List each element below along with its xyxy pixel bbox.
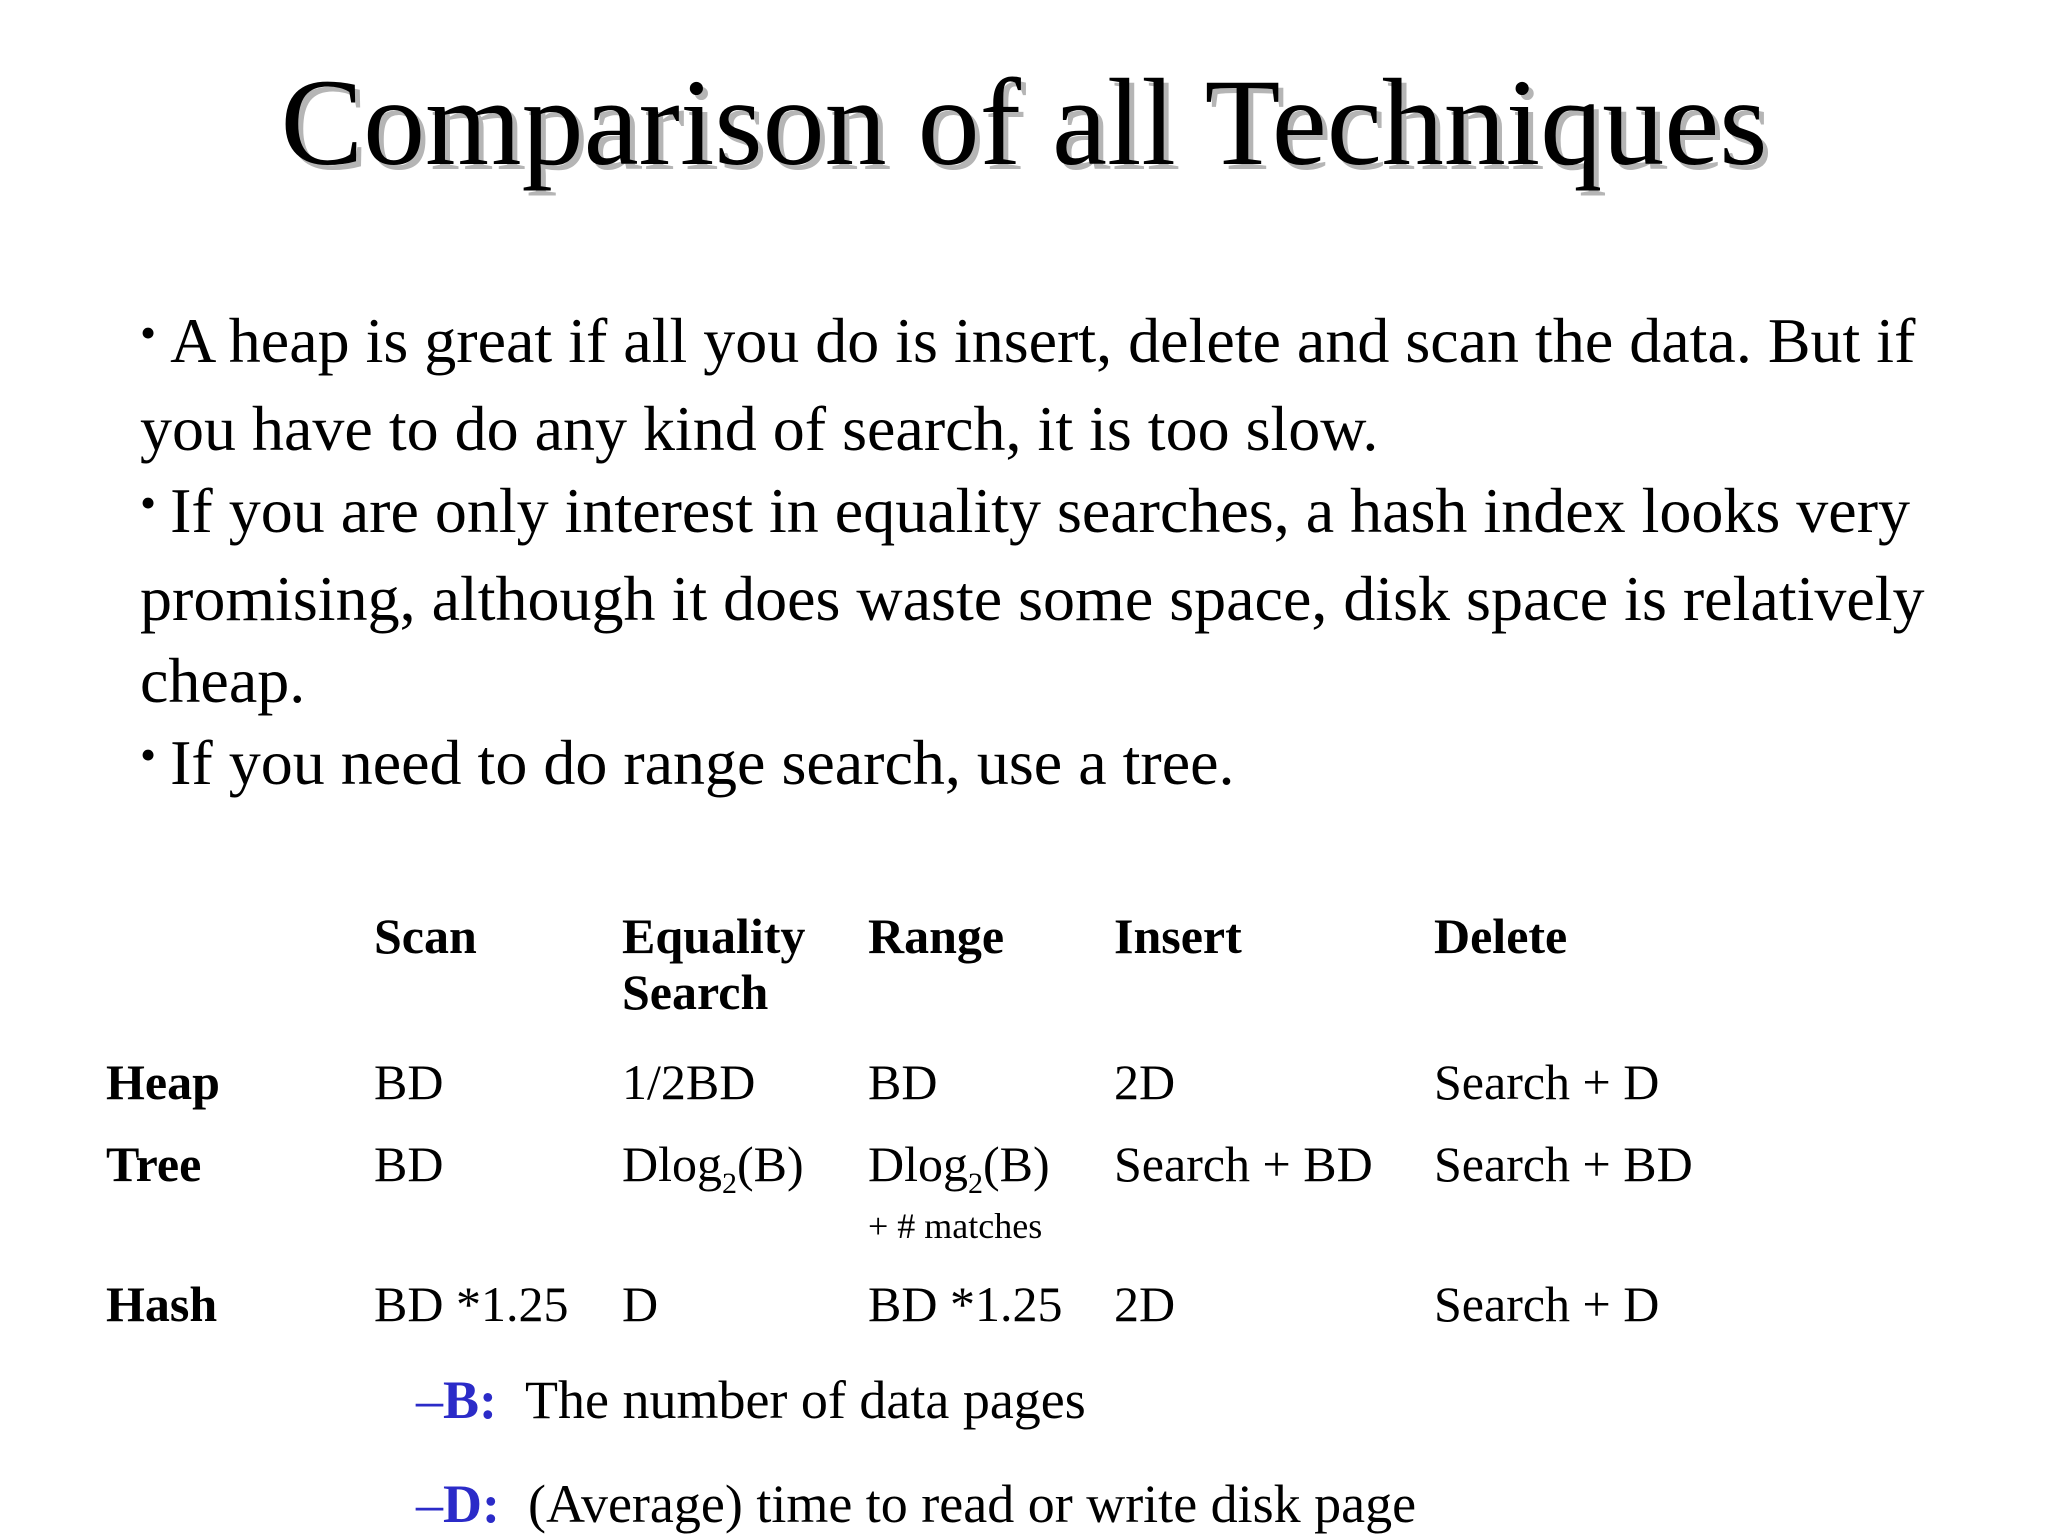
header-equality-line1: Equality — [622, 908, 806, 964]
heap-range: BD — [868, 1054, 938, 1110]
legend-dash: – — [416, 1370, 443, 1430]
hash-scan: BD *1.25 — [374, 1276, 569, 1332]
bullet-list — [140, 300, 2020, 810]
legend-dash: – — [416, 1474, 443, 1534]
header-delete: Delete — [1434, 908, 1568, 964]
header-scan: Scan — [374, 908, 477, 964]
legend-text-b: The number of data pages — [525, 1370, 1086, 1430]
heap-scan: BD — [374, 1054, 444, 1110]
legend-key-d: D: — [443, 1474, 500, 1534]
row-label-heap: Heap — [106, 1054, 220, 1110]
hash-delete: Search + D — [1434, 1276, 1660, 1332]
legend-item-b — [416, 1370, 1086, 1430]
legend-text-d: (Average) time to read or write disk page — [527, 1474, 1417, 1534]
bullet-item: • A heap is great if all you do is insert, delete and scan the data. But if you have to do any kind of search, it is too slow. — [140, 300, 2020, 470]
row-label-hash: Hash — [106, 1276, 218, 1332]
tree-delete: Search + BD — [1434, 1136, 1693, 1192]
bullet-item: • If you need to do range search, use a tree. — [140, 722, 2020, 810]
header-insert: Insert — [1114, 908, 1242, 964]
legend-item-d — [416, 1474, 1416, 1534]
tree-range: Dlog$_2$(B) — [868, 1136, 1050, 1200]
row-label-tree: Tree — [106, 1136, 202, 1192]
slide-title: Comparison of all Techniques — [280, 54, 1768, 191]
header-equality — [622, 908, 805, 1020]
legend-key-b: B: — [443, 1370, 497, 1430]
tree-range-note: + # matches — [868, 1206, 1043, 1246]
tree-scan: BD — [374, 1136, 444, 1192]
header-equality-line2: Search — [622, 964, 769, 1020]
heap-delete: Search + D — [1434, 1054, 1660, 1110]
hash-insert: 2D — [1114, 1276, 1176, 1332]
hash-range: BD *1.25 — [868, 1276, 1063, 1332]
heap-insert: 2D — [1114, 1054, 1176, 1110]
bullet-item: • If you are only interest in equality searches, a hash index looks very promising, although it does waste some space, disk space is relatively cheap. — [140, 470, 2020, 722]
hash-equality: D — [622, 1276, 659, 1332]
tree-insert: Search + BD — [1114, 1136, 1373, 1192]
tree-equality: Dlog$_2$(B) — [622, 1136, 804, 1200]
header-range: Range — [868, 908, 1005, 964]
heap-equality: 1/2BD — [622, 1054, 756, 1110]
